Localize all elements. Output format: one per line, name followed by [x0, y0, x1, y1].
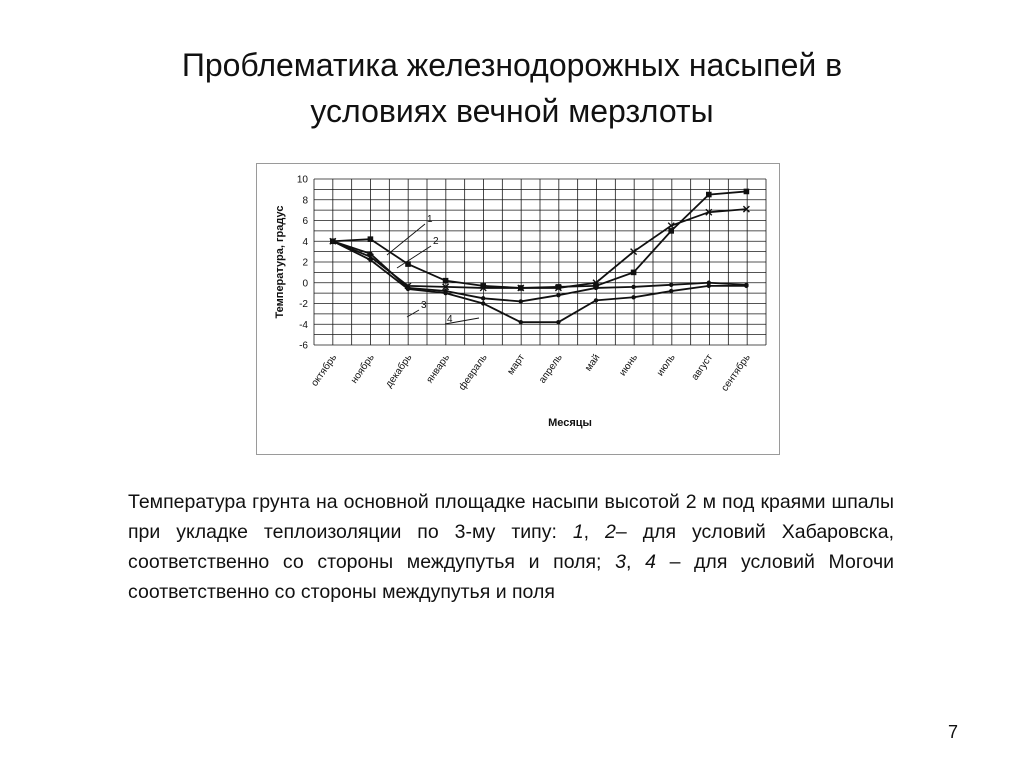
- y-axis-label: Температура, градус: [274, 205, 286, 319]
- data-point-series-4: [669, 289, 673, 293]
- caption-num-1: 1: [572, 521, 584, 543]
- data-point-series-4: [331, 239, 335, 243]
- data-point-series-4: [443, 291, 447, 295]
- series-label-4: 4: [447, 314, 453, 325]
- data-point-series-3: [594, 286, 598, 290]
- series-label-2: 2: [433, 236, 439, 247]
- y-tick-label: 2: [302, 257, 308, 269]
- data-point-series-4: [744, 284, 748, 288]
- x-tick-label: март: [505, 352, 528, 378]
- chart-figure: [256, 163, 780, 455]
- x-tick-label: декабрь: [383, 352, 415, 390]
- caption-num-2: 2: [605, 521, 616, 543]
- caption-text-5: – для условий Могочи соответственно со стороны междупутья и поля: [128, 551, 894, 603]
- temperature-chart: [257, 164, 779, 454]
- x-tick-label: октябрь: [309, 352, 340, 389]
- x-tick-label: июнь: [617, 352, 641, 379]
- y-tick-label: 10: [296, 174, 308, 186]
- data-point-series-4: [519, 320, 523, 324]
- x-tick-label: февраль: [456, 352, 490, 393]
- series-leader-line-2: [397, 246, 431, 268]
- series-leader-line-1: [387, 224, 425, 255]
- data-point-series-3: [631, 285, 635, 289]
- data-point-series-3: [481, 296, 485, 300]
- y-tick-label: 6: [302, 216, 308, 227]
- x-tick-label: апрель: [537, 352, 565, 386]
- data-point-series-4: [406, 287, 410, 291]
- x-tick-label: июль: [654, 352, 678, 379]
- caption-num-3: 3: [615, 551, 626, 573]
- x-tick-label: январь: [424, 352, 453, 386]
- series-line-3: [333, 241, 747, 301]
- data-point-series-3: [368, 252, 372, 256]
- series-line-4: [333, 241, 747, 322]
- data-point-series-1: [368, 236, 374, 242]
- data-point-series-1: [744, 189, 750, 195]
- title-line-2: условиях вечной мерзлоты: [310, 93, 714, 129]
- data-point-series-1: [443, 278, 449, 284]
- x-tick-label: ноябрь: [348, 352, 377, 386]
- data-point-series-1: [631, 270, 637, 276]
- data-point-series-3: [556, 293, 560, 297]
- caption-num-4: 4: [645, 551, 656, 573]
- series-line-1: [333, 191, 747, 287]
- x-tick-label: сентябрь: [719, 352, 753, 394]
- caption-text-3: – для условий Хабаровска, соответственно со стороны междупутья и поля;: [128, 521, 894, 573]
- data-point-series-4: [631, 295, 635, 299]
- x-axis-label: Месяцы: [548, 417, 592, 429]
- x-tick-label: май: [583, 352, 603, 374]
- slide-title: [60, 42, 964, 134]
- y-tick-label: 0: [302, 278, 308, 290]
- x-tick-label: август: [689, 352, 716, 383]
- data-point-series-1: [668, 228, 674, 234]
- y-tick-label: -2: [299, 299, 308, 310]
- y-tick-label: 4: [302, 236, 308, 248]
- data-point-series-1: [706, 192, 712, 198]
- data-point-series-4: [481, 301, 485, 305]
- series-label-1: 1: [427, 214, 433, 225]
- data-point-series-3: [669, 283, 673, 287]
- data-point-series-4: [707, 284, 711, 288]
- y-tick-label: -6: [299, 340, 308, 352]
- data-point-series-3: [519, 299, 523, 303]
- data-point-series-4: [556, 320, 560, 324]
- figure-caption: [128, 487, 894, 607]
- caption-text-1: Температура грунта на основной площадке насыпи высотой 2 м под краями шпалы при укладке теплоизоляции по 3-му типу:: [128, 491, 894, 543]
- caption-text-4: ,: [625, 551, 646, 573]
- caption-text-2: ,: [583, 521, 606, 543]
- data-point-series-4: [368, 258, 372, 262]
- y-tick-label: 8: [302, 195, 308, 207]
- page-number: 7: [948, 722, 959, 742]
- y-tick-label: -4: [299, 319, 308, 331]
- series-label-3: 3: [421, 300, 427, 311]
- data-point-series-4: [594, 298, 598, 302]
- title-line-1: Проблематика железнодорожных насыпей в: [181, 47, 843, 83]
